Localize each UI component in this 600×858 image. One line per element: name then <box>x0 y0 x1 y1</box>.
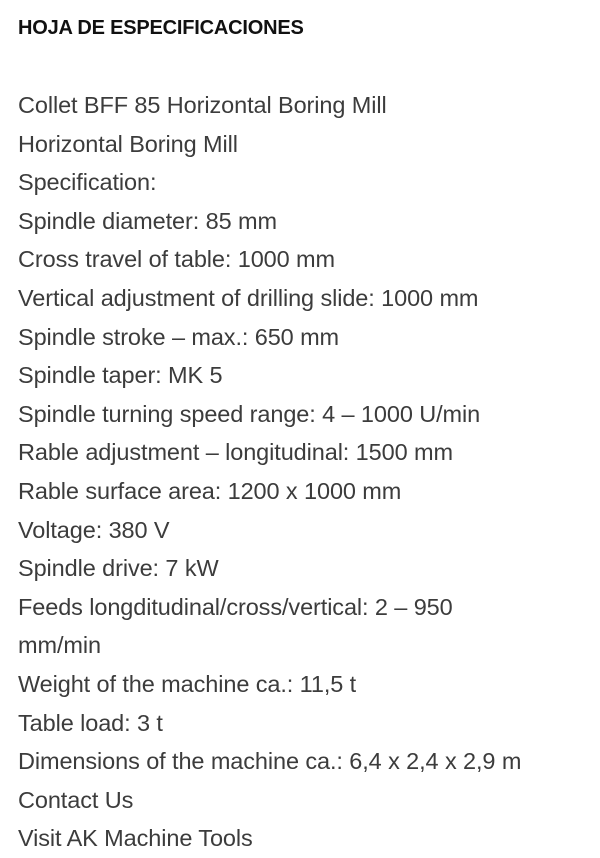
spec-product-name: Collet BFF 85 Horizontal Boring Mill <box>18 92 387 118</box>
spec-voltage: Voltage: 380 V <box>18 516 170 543</box>
section-heading: HOJA DE ESPECIFICACIONES <box>18 17 304 39</box>
spec-table-surface: Rable surface area: 1200 x 1000 mm <box>18 477 402 504</box>
spec-label: Specification: <box>18 169 157 196</box>
spec-spindle-drive: Spindle drive: 7 kW <box>18 555 219 582</box>
contact-us-text: Contact Us <box>18 786 134 813</box>
spec-dimensions: Dimensions of the machine ca.: 6,4 x 2,4 x 2,9 m <box>18 748 522 775</box>
spec-sheet <box>18 14 592 858</box>
spec-spindle-stroke: Spindle stroke – max.: 650 mm <box>18 323 340 350</box>
spec-list <box>18 86 592 858</box>
spec-feeds: Feeds longditudinal/cross/vertical: 2 – 950 <box>18 593 453 620</box>
spec-spindle-taper: Spindle taper: MK 5 <box>18 362 223 389</box>
visit-text: Visit AK Machine Tools <box>18 825 253 852</box>
spec-table-load: Table load: 3 t <box>18 709 163 736</box>
spec-table-adjustment: Rable adjustment – longitudinal: 1500 mm <box>18 439 453 466</box>
spec-spindle-diameter: Spindle diameter: 85 mm <box>18 207 277 234</box>
spec-weight: Weight of the machine ca.: 11,5 t <box>18 670 357 697</box>
spec-feeds-unit: mm/min <box>18 632 101 659</box>
spec-vertical-adjustment: Vertical adjustment of drilling slide: 1000 mm <box>18 284 479 311</box>
spec-speed-range: Spindle turning speed range: 4 – 1000 U/min <box>18 400 481 427</box>
spec-cross-travel: Cross travel of table: 1000 mm <box>18 246 335 273</box>
spec-product-type: Horizontal Boring Mill <box>18 130 238 157</box>
